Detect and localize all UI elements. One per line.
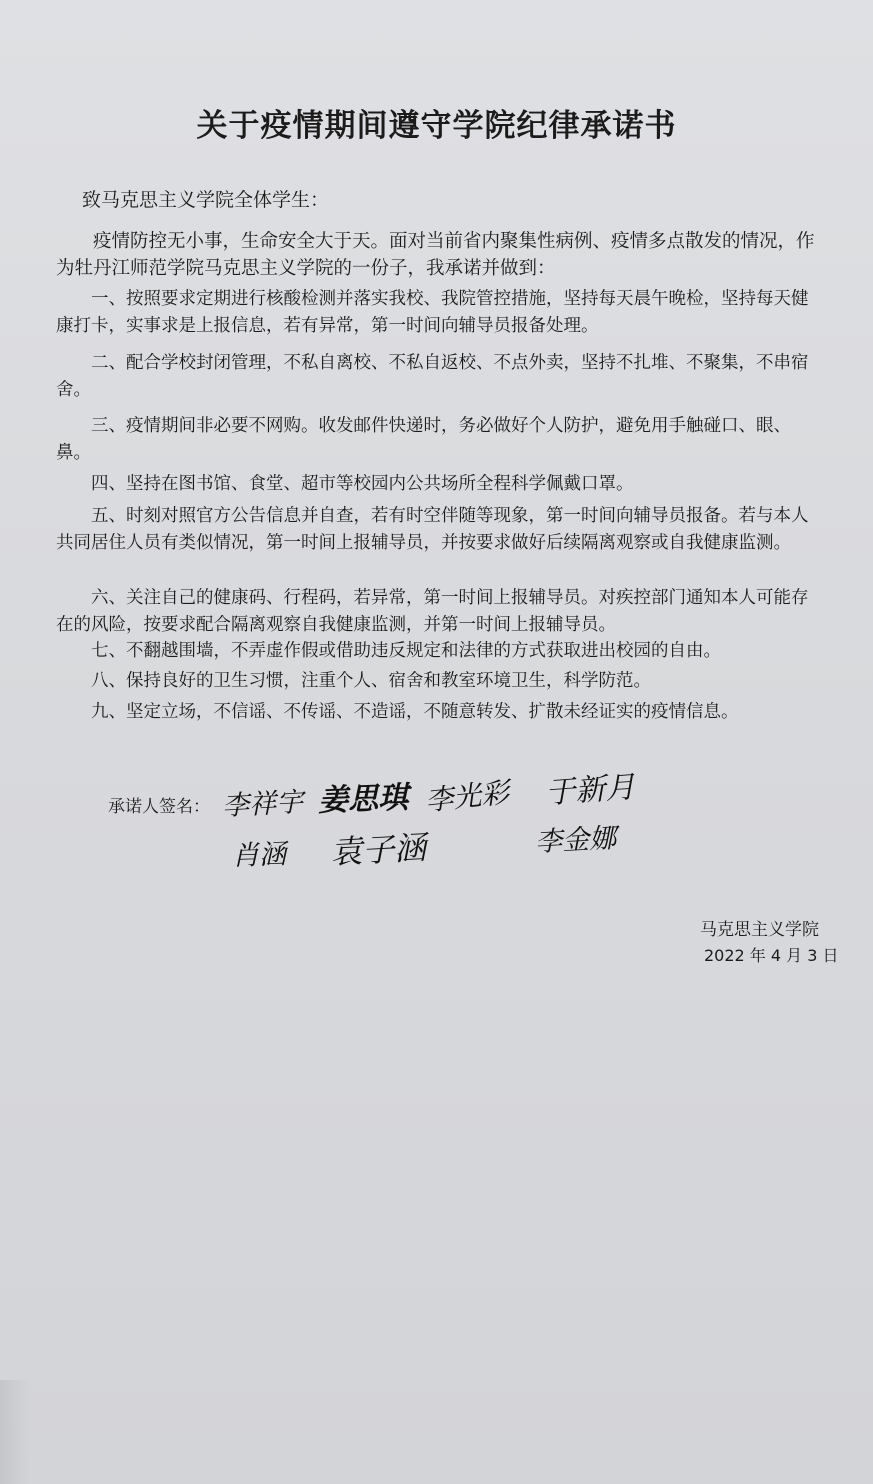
signature: 李金娜 <box>534 822 617 859</box>
pledge-item-8: 八、保持良好的卫生习惯，注重个人、宿舍和教室环境卫生，科学防范。 <box>91 671 651 691</box>
pledge-item-1: 一、按照要求定期进行核酸检测并落实我校、我院管控措施，坚持每天晨午晚检，坚持每天健康打卡，实事求是上报信息，若有异常，第一时间向辅导员报备处理。 <box>56 289 809 336</box>
pledge-item-3: 三、疫情期间非必要不网购。收发邮件快递时，务必做好个人防护，避免用手触碰口、眼、鼻。 <box>56 416 791 463</box>
pledge-item-7: 七、不翻越围墙，不弄虚作假或借助违反规定和法律的方式获取进出校园的自由。 <box>91 641 721 661</box>
signature: 李光彩 <box>423 775 511 818</box>
signature: 李祥宇 <box>221 786 304 823</box>
pledge-item-5: 五、时刻对照官方公告信息并自查，若有时空伴随等现象，第一时间向辅导员报备。若与本人共同居住人员有类似情况，第一时间上报辅导员，并按要求做好后续隔离观察或自我健康监测。 <box>56 506 809 553</box>
signature: 姜思琪 <box>317 780 409 819</box>
document-title: 关于疫情期间遵守学院纪律承诺书 <box>196 108 677 144</box>
issue-date: 2022 年 4 月 3 日 <box>704 946 839 965</box>
signature-label: 承诺人签名： <box>108 797 210 817</box>
pledge-item-2: 二、配合学校封闭管理，不私自离校、不私自返校、不点外卖，坚持不扎堆、不聚集，不串宿舍。 <box>56 353 809 400</box>
intro-paragraph: 疫情防控无小事，生命安全大于天。面对当前省内聚集性病例、疫情多点散发的情况，作为牡丹江师范学院马克思主义学院的一份子，我承诺并做到： <box>56 231 815 279</box>
pledge-item-6: 六、关注自己的健康码、行程码，若异常，第一时间上报辅导员。对疾控部门通知本人可能存在的风险，按要求配合隔离观察自我健康监测，并第一时间上报辅导员。 <box>56 588 809 635</box>
pledge-item-9: 九、坚定立场，不信谣、不传谣、不造谣，不随意转发、扩散未经证实的疫情信息。 <box>91 702 739 722</box>
pledge-item-4: 四、坚持在图书馆、食堂、超市等校园内公共场所全程科学佩戴口罩。 <box>91 474 634 494</box>
signature: 于新月 <box>544 769 637 812</box>
signature: 袁子涵 <box>329 828 428 872</box>
page-edge-shadow <box>0 1380 30 1484</box>
signature: 肖涵 <box>231 839 287 872</box>
issuing-organization: 马克思主义学院 <box>700 920 819 940</box>
salutation: 致马克思主义学院全体学生： <box>82 189 330 211</box>
